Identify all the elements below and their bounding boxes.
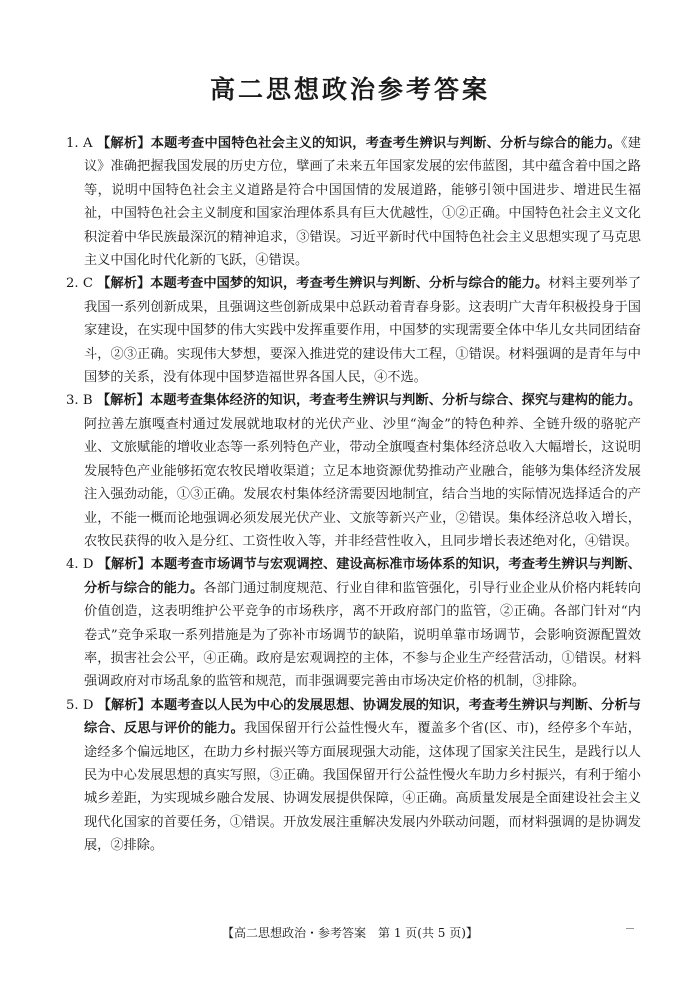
answer-item [66,272,641,389]
answer-item [66,389,641,553]
answer-number: 4. D [66,557,94,573]
analysis-lead: 本题考查市场调节与宏观调控、建设高标准市场体系的知识，考查考生辨识与判断、分析与综合的能力。 [84,557,641,596]
answer-item [66,132,641,272]
analysis-body: 我国保留开行公益性慢火车，覆盖多个省(区、市)，经停多个车站，途经多个偏远地区，在助力乡村振兴等方面展现强大动能，这体现了国家关注民生，是践行以人民为中心发展思想的真实写照，③正确。我国保留开行公益性慢火车助力乡村振兴，有利于缩小城乡差距，为实现城乡融合发展、协调发展提供保障，④正确。高质量发展是全面建设社会主义现代化国家的首要任务，①错误。开放发展注重解决发展内外联动问题，而材料强调的是协调发展，②排除。 [84,721,641,854]
analysis-tag: 【解析】 [97,136,151,151]
analysis-body: 阿拉善左旗嘎查村通过发展就地取材的光伏产业、沙里“淘金”的特色种养、全链升级的骆驼产业、文旅赋能的增收业态等一系列特色产业，带动全旗嘎查村集体经济总收入大幅增长，这说明发展特色产业能够拓宽农牧民增收渠道；立足本地资源优势推动产业融合，能够为集体经济发展注入强劲动能，①③正确。发展农村集体经济需要因地制宜，结合当地的实际情况选择适合的产业，不能一概而论地强调必须发展光伏产业、文旅等新兴产业，②错误。集体经济总收入增长，农牧民获得的收入是分红、工资性收入等，并非经营性收入，且同步增长表述绝对化，④错误。 [84,416,641,549]
analysis-body: 材料主要列举了我国一系列创新成果，且强调这些创新成果中总跃动着青春身影。这表明广大青年积极投身于国家建设，在实现中国梦的伟大实践中发挥重要作用，中国梦的实现需要全体中华儿女共同团结奋斗，②③正确。实现伟大梦想，要深入推进党的建设伟大工程，①错误。材料强调的是青年与中国梦的关系，没有体现中国梦造福世界各国人民，④不选。 [84,276,642,386]
answer-list [66,132,641,858]
answer-number: 1. A [66,136,93,151]
analysis-lead: 本题考查以人民为中心的发展思想、协调发展的知识，考查考生辨识与判断、分析与综合、反思与评价的能力。 [84,697,641,737]
analysis-lead: 本题考查中国特色社会主义的知识，考查考生辨识与判断、分析与综合的能力。 [150,136,621,151]
analysis-body: 《建议》准确把握我国发展的历史方位，擘画了未来五年国家发展的宏伟蓝图，其中蕴含着中国之路等，说明中国特色社会主义道路是符合中国国情的发展道路，能够引领中国进步、增进民生福祉，中国特色社会主义制度和国家治理体系具有巨大优越性，①②正确。中国特色社会主义文化积淀着中华民族最深沉的精神追求，③错误。习近平新时代中国特色社会主义思想实现了马克思主义中国化时代化新的飞跃，④错误。 [84,136,641,269]
answer-item [66,694,641,858]
page-footer: 【高二思想政治・参考答案 第 1 页(共 5 页)】 [222,926,478,940]
answer-item [66,553,641,693]
analysis-tag: 【解析】 [97,276,151,292]
analysis-tag: 【解析】 [96,393,150,409]
answer-number: 2. C [66,276,93,292]
page-title: 高二思想政治参考答案 [209,75,490,104]
answer-number: 5. D [66,697,94,713]
corner-mark [626,928,634,929]
analysis-body: 各部门通过制度规范、行业自律和监管强化，引导行业企业从价格内耗转向价值创造，这表明维护公平竞争的市场秩序，离不开政府部门的监管，②正确。各部门针对“内卷式”竞争采取一系列措施是为了弥补市场调节的缺陷，说明单靠市场调节，会影响资源配置效率，损害社会公平，④正确。政府是宏观调控的主体，不参与企业生产经营活动，①错误。材料强调政府对市场乱象的监管和规范，而非强调要完善由市场决定价格的机制，③排除。 [84,580,641,690]
answer-number: 3. B [66,393,93,409]
analysis-tag: 【解析】 [97,697,151,713]
analysis-tag: 【解析】 [97,557,151,573]
analysis-lead: 本题考查集体经济的知识，考查考生辨识与判断、分析与综合、探究与建构的能力。 [149,393,642,409]
analysis-lead: 本题考查中国梦的知识，考查考生辨识与判断、分析与综合的能力。 [150,276,549,292]
